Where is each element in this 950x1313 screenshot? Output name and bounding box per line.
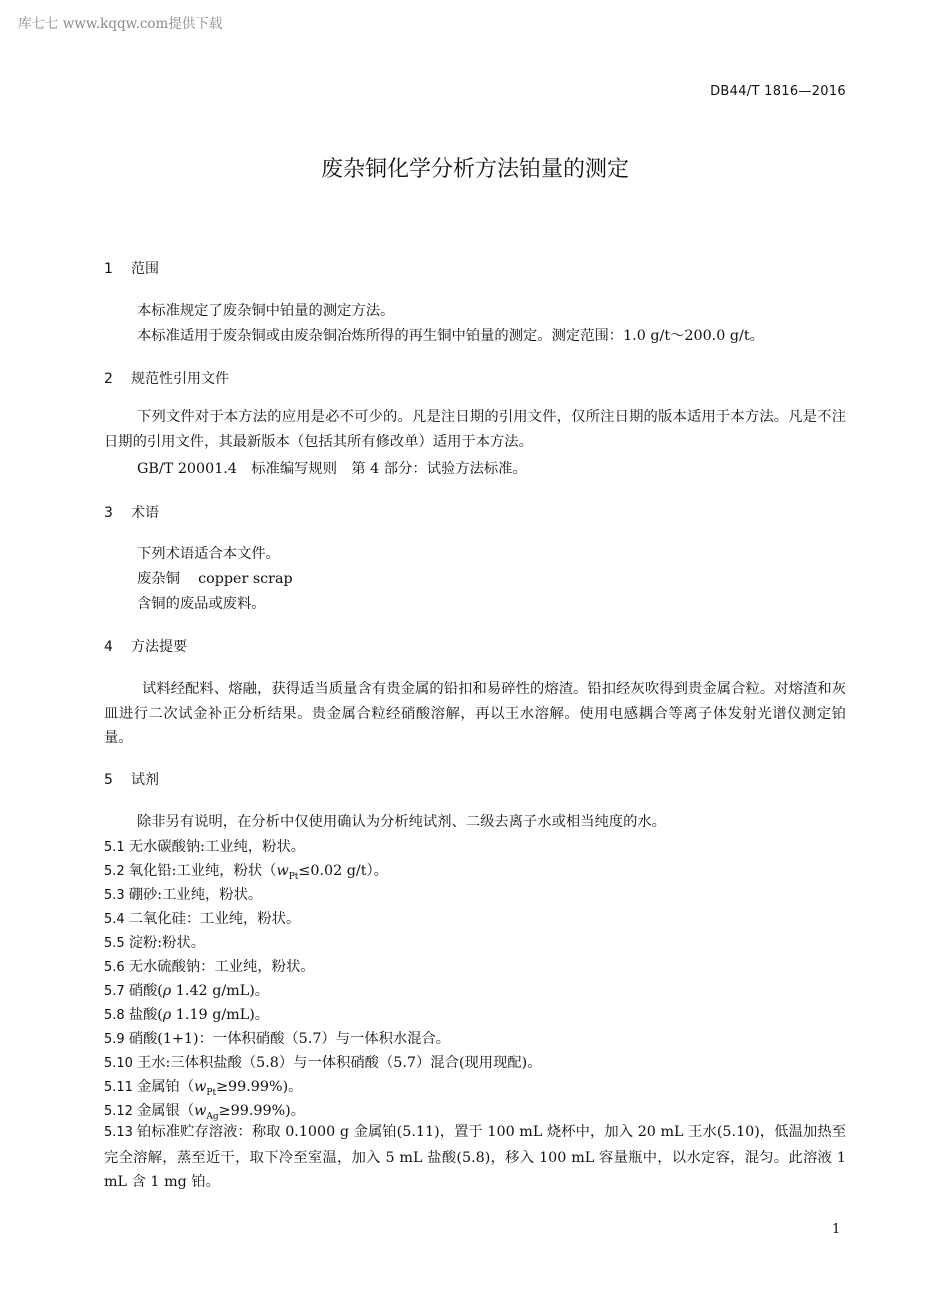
item-text: 硝酸( bbox=[128, 983, 163, 999]
item-number: 5.13 bbox=[104, 1125, 133, 1140]
reagent-item bbox=[104, 1004, 269, 1024]
paragraph: 试料经配料、熔融，获得适当质量含有贵金属的铅扣和易碎性的熔渣。铅扣经灰吹得到贵金属合粒。对熔渣和灰皿进行二次试金补正分析结果。贵金属合粒经硝酸溶解，再以王水溶解。使用电感耦合等离子体发射光谱仪测定铂量。 bbox=[104, 681, 846, 746]
reagent-item bbox=[104, 860, 388, 882]
section-number: 5 bbox=[104, 772, 113, 788]
item-number: 5.11 bbox=[104, 1080, 133, 1095]
mass-fraction-symbol: w bbox=[194, 1103, 207, 1119]
density-symbol: ρ bbox=[162, 1007, 172, 1023]
section-2-heading bbox=[104, 368, 229, 388]
section-number: 1 bbox=[104, 261, 113, 277]
item-number: 5.8 bbox=[104, 1008, 125, 1023]
item-number: 5.6 bbox=[104, 960, 125, 975]
reagent-item bbox=[104, 980, 269, 1000]
reagent-item-5-13 bbox=[104, 1120, 846, 1195]
reagent-item bbox=[104, 884, 262, 904]
item-text: ≥99.99%)。 bbox=[218, 1103, 306, 1119]
section-5-heading bbox=[104, 769, 159, 789]
subscript: Ag bbox=[206, 1111, 219, 1122]
item-text: 铂标准贮存溶液：称取 0.1000 g 金属铂(5.11)，置于 100 mL 烧杯中，加入 20 mL 王水(5.10)，低温加热至完全溶解，蒸至近干，取下冷至室温，加入 5 mL 盐酸(5.8)，移入 100 mL 容量瓶中，以水定容，混匀。此溶液 1 mL 含 1 mg 铂。 bbox=[104, 1124, 846, 1190]
item-text: 二氧化硅：工业纯，粉状。 bbox=[128, 911, 301, 927]
item-text: 氧化铅:工业纯，粉状（ bbox=[128, 863, 277, 879]
item-number: 5.9 bbox=[104, 1032, 125, 1047]
term-english: copper scrap bbox=[198, 571, 293, 587]
item-text: 无水硫酸钠：工业纯，粉状。 bbox=[128, 959, 315, 975]
term-entry bbox=[137, 568, 293, 588]
item-text: 1.42 g/mL)。 bbox=[171, 983, 270, 999]
item-number: 5.1 bbox=[104, 840, 125, 855]
item-text: 金属银（ bbox=[136, 1103, 195, 1119]
reagent-item bbox=[104, 932, 205, 952]
page-number: 1 bbox=[832, 1222, 841, 1237]
item-number: 5.10 bbox=[104, 1056, 133, 1071]
item-text: 1.19 g/mL)。 bbox=[171, 1007, 270, 1023]
item-text: 金属铂（ bbox=[136, 1079, 195, 1095]
paragraph: 下列文件对于本方法的应用是必不可少的。凡是注日期的引用文件，仅所注日期的版本适用于本方法。凡是不注日期的引用文件，其最新版本（包括其所有修改单）适用于本方法。 bbox=[104, 409, 846, 450]
item-text: 无水碳酸钠:工业纯，粉状。 bbox=[128, 839, 306, 855]
section-number: 3 bbox=[104, 505, 113, 521]
section-number: 4 bbox=[104, 639, 113, 655]
section-4-heading bbox=[104, 636, 187, 656]
paragraph: 下列术语适合本文件。 bbox=[137, 546, 280, 562]
watermark: 库七七 www.kqqw.com提供下载 bbox=[18, 16, 223, 32]
item-number: 5.12 bbox=[104, 1104, 133, 1119]
subscript: Pt bbox=[288, 871, 299, 882]
subscript: Pt bbox=[206, 1087, 217, 1098]
item-text: 王水:三体积盐酸（5.8）与一体积硝酸（5.7）混合(现用现配)。 bbox=[136, 1055, 542, 1071]
document-id: DB44/T 1816—2016 bbox=[710, 84, 846, 99]
section-title: 范围 bbox=[131, 261, 159, 277]
reagent-item bbox=[104, 956, 315, 976]
reagent-item bbox=[104, 836, 305, 856]
item-number: 5.3 bbox=[104, 888, 125, 903]
density-symbol: ρ bbox=[162, 983, 172, 999]
item-number: 5.4 bbox=[104, 912, 125, 927]
reagent-item bbox=[104, 1076, 302, 1098]
item-number: 5.5 bbox=[104, 936, 125, 951]
section-title: 试剂 bbox=[131, 772, 159, 788]
term-definition: 含铜的废品或废料。 bbox=[137, 596, 266, 612]
item-text: 硼砂:工业纯，粉状。 bbox=[128, 887, 263, 903]
mass-fraction-symbol: w bbox=[194, 1079, 207, 1095]
reagent-item bbox=[104, 1052, 542, 1072]
section-1-heading bbox=[104, 258, 159, 278]
item-text: 淀粉:粉状。 bbox=[128, 935, 205, 951]
item-text: 盐酸( bbox=[128, 1007, 163, 1023]
section-3-heading bbox=[104, 502, 159, 522]
item-number: 5.7 bbox=[104, 984, 125, 999]
item-text: ≥99.99%)。 bbox=[216, 1079, 303, 1095]
term-chinese: 废杂铜 bbox=[137, 571, 180, 587]
item-text: 硝酸(1+1)：一体积硝酸（5.7）与一体积水混合。 bbox=[128, 1031, 451, 1047]
normative-reference: GB/T 20001.4 标准编写规则 第 4 部分：试验方法标准。 bbox=[137, 461, 527, 477]
paragraph: 本标准适用于废杂铜或由废杂铜冶炼所得的再生铜中铂量的测定。测定范围：1.0 g/t～200.0 g/t。 bbox=[137, 328, 764, 344]
reagent-item bbox=[104, 1028, 450, 1048]
section-title: 方法提要 bbox=[131, 639, 187, 655]
section-title: 术语 bbox=[131, 505, 159, 521]
paragraph: 本标准规定了废杂铜中铂量的测定方法。 bbox=[137, 303, 395, 319]
reagent-item bbox=[104, 1100, 305, 1122]
section-title: 规范性引用文件 bbox=[131, 371, 229, 387]
paragraph: 除非另有说明，在分析中仅使用确认为分析纯试剂、二级去离子水或相当纯度的水。 bbox=[137, 814, 666, 830]
mass-fraction-symbol: w bbox=[276, 863, 289, 879]
page-title: 废杂铜化学分析方法铂量的测定 bbox=[320, 157, 629, 182]
item-text: ≤0.02 g/t）。 bbox=[298, 863, 388, 879]
section-number: 2 bbox=[104, 371, 113, 387]
item-number: 5.2 bbox=[104, 864, 125, 879]
reagent-item bbox=[104, 908, 300, 928]
